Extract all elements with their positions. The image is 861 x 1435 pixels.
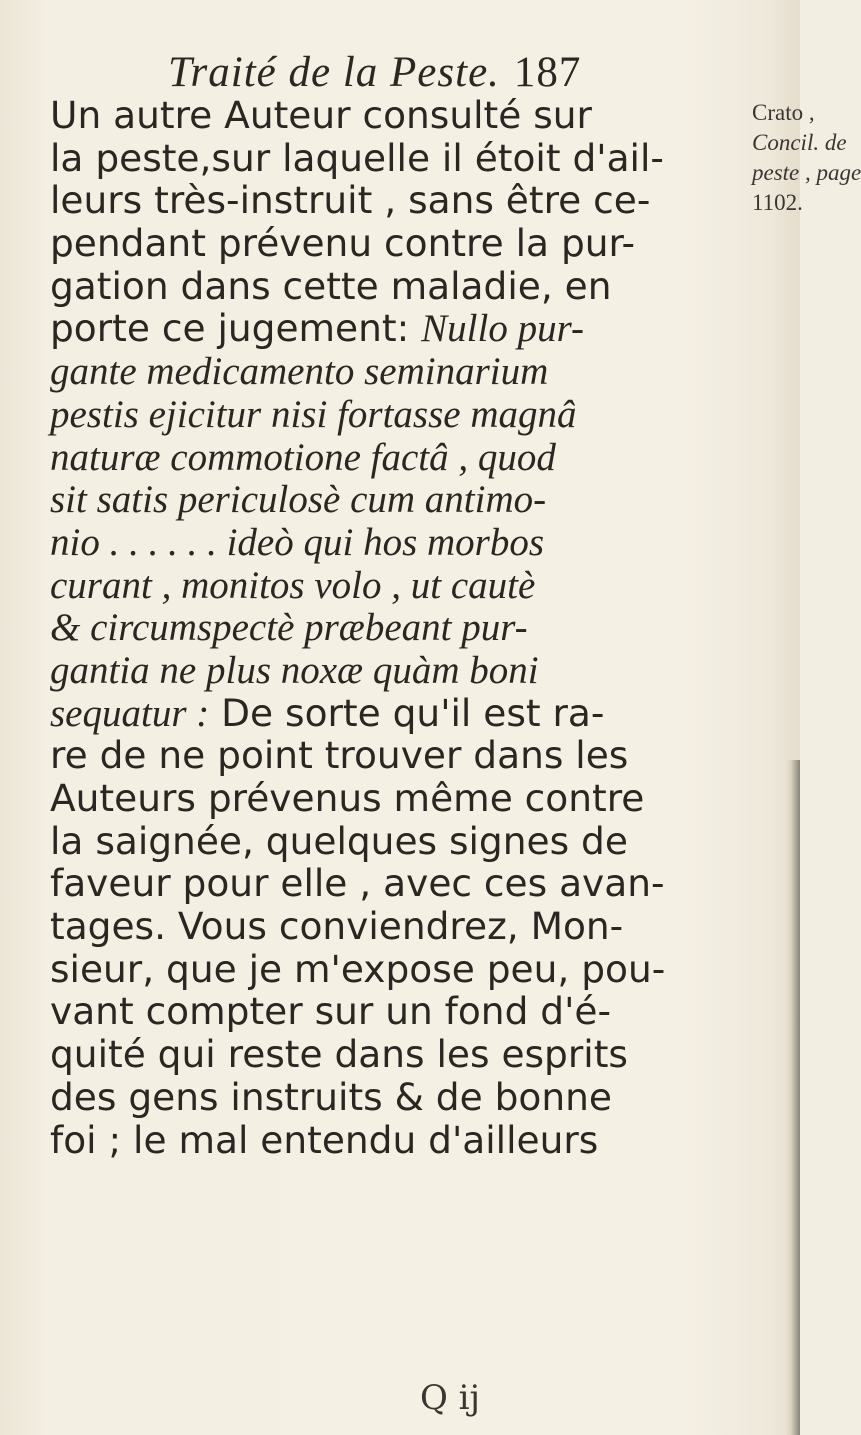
text-line: [50, 350, 740, 393]
latin-quote-segment: & circumspectè præbeant pur-: [50, 606, 528, 650]
text-segment: des gens instruits & de bonne: [50, 1074, 612, 1119]
latin-quote-segment: gantia ne plus noxæ quàm boni: [50, 648, 539, 692]
text-segment: porte ce jugement:: [50, 306, 422, 351]
margin-note: [752, 98, 861, 218]
latin-quote-segment: gante medicamento seminarium: [50, 350, 549, 394]
text-line: [50, 990, 740, 1033]
running-header: [168, 48, 581, 97]
page-number: 187: [513, 49, 582, 96]
text-segment: la peste,sur laquelle il étoit d'ail-: [50, 135, 664, 180]
text-segment: leurs très-instruit , sans être ce-: [50, 178, 651, 223]
text-segment: sieur, que je m'expose peu, pou-: [50, 946, 666, 991]
latin-quote-segment: naturæ commotione factâ , quod: [50, 435, 556, 479]
text-line: [50, 734, 740, 777]
latin-quote-segment: sit satis periculosè cum antimo-: [50, 478, 547, 522]
margin-note-line: Crato ,: [752, 100, 815, 125]
latin-quote-segment: Nullo pur-: [421, 307, 584, 351]
text-line: [50, 265, 740, 308]
text-segment: De sorte qu'il est ra-: [209, 690, 605, 735]
margin-note-line: Concil. de: [752, 130, 847, 155]
text-segment: gation dans cette maladie, en: [50, 263, 612, 308]
text-line: [50, 564, 740, 607]
text-line: [50, 649, 740, 692]
text-line: [50, 137, 740, 180]
text-line: [50, 905, 740, 948]
text-segment: Un autre Auteur consulté sur: [50, 93, 592, 137]
text-line: [50, 307, 740, 350]
text-line: [50, 820, 740, 863]
text-line: [50, 1119, 740, 1162]
text-line: [50, 606, 740, 649]
latin-quote-segment: sequatur :: [50, 691, 210, 735]
text-line: [50, 692, 740, 735]
body-text: [50, 94, 740, 1161]
signature-mark: Q ij: [420, 1378, 481, 1418]
text-line: [50, 393, 740, 436]
text-line: [50, 222, 740, 265]
margin-note-line: 1102.: [752, 190, 803, 215]
text-line: [50, 521, 740, 564]
latin-quote-segment: nio . . . . . . ideò qui hos morbos: [50, 520, 545, 564]
text-segment: faveur pour elle , avec ces avan-: [50, 861, 665, 906]
text-segment: foi ; le mal entendu d'ailleurs: [50, 1117, 599, 1162]
text-line: [50, 777, 740, 820]
text-line: [50, 862, 740, 905]
text-segment: vant compter sur un fond d'é-: [50, 989, 612, 1034]
text-line: [50, 436, 740, 479]
latin-quote-segment: curant , monitos volo , ut cautè: [50, 563, 536, 607]
text-line: [50, 478, 740, 521]
text-line: [50, 94, 740, 137]
text-line: [50, 1076, 740, 1119]
text-segment: Auteurs prévenus même contre: [50, 776, 645, 820]
page-edge-shadow: [786, 760, 800, 1435]
text-line: [50, 179, 740, 222]
text-segment: pendant prévenu contre la pur-: [50, 221, 636, 266]
margin-note-line: peste , page: [752, 160, 861, 185]
text-segment: quité qui reste dans les esprits: [50, 1032, 628, 1077]
latin-quote-segment: pestis ejicitur nisi fortasse magnâ: [50, 392, 577, 436]
text-segment: la saignée, quelques signes de: [50, 818, 628, 863]
header-title: Traité de la Peste.: [168, 49, 500, 96]
text-segment: re de ne point trouver dans les: [50, 733, 629, 778]
text-segment: tages. Vous conviendrez, Mon-: [50, 904, 624, 949]
text-line: [50, 1033, 740, 1076]
text-line: [50, 948, 740, 991]
